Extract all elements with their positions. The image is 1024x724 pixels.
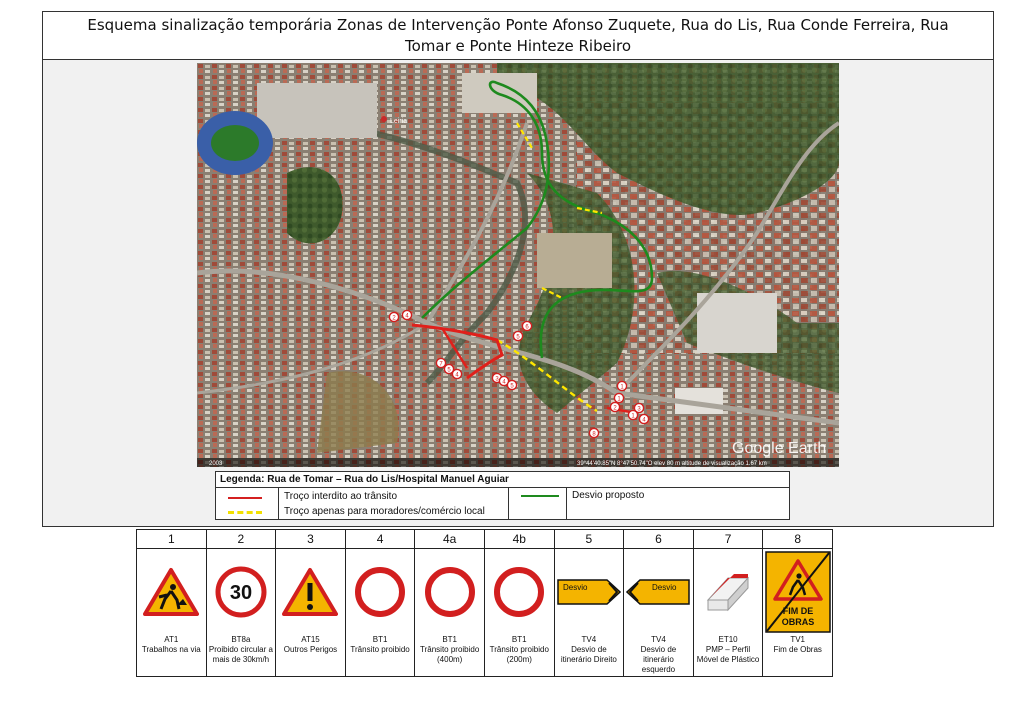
sign-code: BT8a xyxy=(231,635,251,644)
legend-closed-swatch xyxy=(228,497,262,499)
sign-number: 7 xyxy=(693,530,763,549)
map-legend xyxy=(215,471,790,520)
sign-marker-label: 1 xyxy=(617,396,621,403)
speed-limit-text: 30 xyxy=(229,582,253,604)
roadworks-warning-icon xyxy=(143,567,199,617)
sign-marker[interactable] xyxy=(628,410,637,419)
end-of-works-icon xyxy=(765,551,831,633)
sign-marker[interactable] xyxy=(389,312,398,321)
sign-code: TV4 xyxy=(581,635,597,644)
sign-marker-label: 2 xyxy=(613,405,617,412)
map-year: 2003 xyxy=(209,461,223,467)
sign-marker-label: 1 xyxy=(631,413,635,420)
sign-description: Trabalhos na via xyxy=(141,645,201,654)
sign-cell-bt1-400m xyxy=(415,549,485,677)
sign-marker-label: 7 xyxy=(439,361,443,368)
sign-marker-label: 5 xyxy=(447,367,451,374)
sign-marker-label: 4 xyxy=(642,417,646,424)
map-status-bar: 39°44'40.85"N 8°47'50.74"O elev 80 m altitude de visualização 1.67 km xyxy=(577,461,767,467)
page-title: Esquema sinalização temporária Zonas de Intervenção Ponte Afonso Zuquete, Rua do Lis, Rua Conde Ferreira, Rua Tomar e Ponte Hinteze Ribeiro xyxy=(43,12,993,60)
no-entry-icon xyxy=(493,566,545,618)
sign-marker[interactable] xyxy=(513,331,522,340)
sign-cell-at1 xyxy=(137,549,207,677)
speed-limit-icon xyxy=(215,566,267,618)
sign-code: ET10 xyxy=(718,635,738,644)
sign-marker[interactable] xyxy=(452,369,461,378)
detour-sign-text: Desvio xyxy=(652,583,677,592)
legend-residents-swatch xyxy=(228,511,262,514)
sign-marker[interactable] xyxy=(617,381,626,390)
map-canvas xyxy=(197,63,839,467)
no-entry-icon xyxy=(424,566,476,618)
sign-description: Trânsito proibido (400m) xyxy=(420,645,480,664)
sign-marker[interactable] xyxy=(610,402,619,411)
sign-marker-label: 3 xyxy=(495,376,499,383)
sign-description: Fim de Obras xyxy=(773,645,822,654)
end-of-works-text-top: FIM DE xyxy=(782,606,813,616)
sign-marker[interactable] xyxy=(507,380,516,389)
plastic-barrier-icon xyxy=(700,570,756,614)
sign-description: PMP – Perfil Móvel de Plástico xyxy=(696,645,760,664)
sign-description: Desvio de itinerário esquerdo xyxy=(640,645,677,674)
sign-marker-label: 4 xyxy=(455,372,459,379)
sign-cell-et10 xyxy=(693,549,763,677)
sign-marker[interactable] xyxy=(402,310,411,319)
sign-marker-label: 4 xyxy=(405,313,409,320)
sign-number: 8 xyxy=(763,530,833,549)
sign-marker-label: 1 xyxy=(620,384,624,391)
sign-number: 5 xyxy=(554,530,624,549)
sign-marker[interactable] xyxy=(589,428,598,437)
danger-warning-icon xyxy=(282,567,338,617)
sign-code: TV4 xyxy=(651,635,666,644)
legend-detour-label: Desvio proposto xyxy=(572,490,645,501)
place-label: Leiria xyxy=(390,118,408,125)
sign-description: Proibido circular a mais de 30km/h xyxy=(208,645,273,664)
legend-detour-swatch xyxy=(521,495,559,497)
sign-number: 1 xyxy=(137,530,207,549)
sign-cell-bt8a xyxy=(206,549,276,677)
legend-title: Legenda: Rua de Tomar – Rua do Lis/Hospital Manuel Aguiar xyxy=(216,472,789,488)
legend-residents-label: Troço apenas para moradores/comércio local xyxy=(284,506,485,517)
sign-marker-label: 2 xyxy=(392,315,396,322)
satellite-map[interactable] xyxy=(197,63,839,467)
detour-right-arrow-icon xyxy=(557,579,621,605)
sign-code: BT1 xyxy=(372,635,388,644)
no-entry-icon xyxy=(354,566,406,618)
sign-marker-label: 8 xyxy=(592,431,596,438)
sign-cell-tv4-left xyxy=(624,549,694,677)
sign-marker[interactable] xyxy=(436,358,445,367)
detour-left-arrow-icon xyxy=(626,579,690,605)
sign-code: AT1 xyxy=(164,635,179,644)
end-of-works-text-bottom: OBRAS xyxy=(781,617,814,627)
sign-code: TV1 xyxy=(790,635,805,644)
signs-table xyxy=(136,529,833,677)
sign-marker-label: 4 xyxy=(502,379,506,386)
sign-cell-tv1 xyxy=(763,549,833,677)
sign-code: AT15 xyxy=(301,635,320,644)
sign-cell-tv4-right xyxy=(554,549,624,677)
sign-marker[interactable] xyxy=(614,393,623,402)
sign-cell-bt1-200m xyxy=(484,549,554,677)
sign-marker[interactable] xyxy=(639,414,648,423)
legend-closed-label: Troço interdito ao trânsito xyxy=(284,491,398,502)
google-earth-logo: Google Earth xyxy=(732,440,827,457)
sign-marker-label: 6 xyxy=(525,324,529,331)
sign-description: Desvio de itinerário Direito xyxy=(560,645,617,664)
sign-number: 2 xyxy=(206,530,276,549)
sign-marker-label: 5 xyxy=(510,383,514,390)
sign-number: 4 xyxy=(345,530,415,549)
sign-cell-bt1 xyxy=(345,549,415,677)
sign-number: 3 xyxy=(276,530,346,549)
sign-cell-at15 xyxy=(276,549,346,677)
sign-code: BT1 xyxy=(511,635,527,644)
sign-number: 6 xyxy=(624,530,694,549)
sign-number: 4a xyxy=(415,530,485,549)
detour-sign-text: Desvio xyxy=(562,583,588,592)
sign-description: Trânsito proibido xyxy=(350,645,410,654)
sign-description: Trânsito proibido (200m) xyxy=(489,645,549,664)
sign-number: 4b xyxy=(484,530,554,549)
sign-marker-label: 3 xyxy=(637,406,641,413)
sign-marker-label: 5 xyxy=(516,334,520,341)
sign-code: BT1 xyxy=(442,635,457,644)
sign-marker[interactable] xyxy=(522,321,531,330)
page-frame xyxy=(42,11,994,527)
sign-description: Outros Perigos xyxy=(283,645,338,654)
